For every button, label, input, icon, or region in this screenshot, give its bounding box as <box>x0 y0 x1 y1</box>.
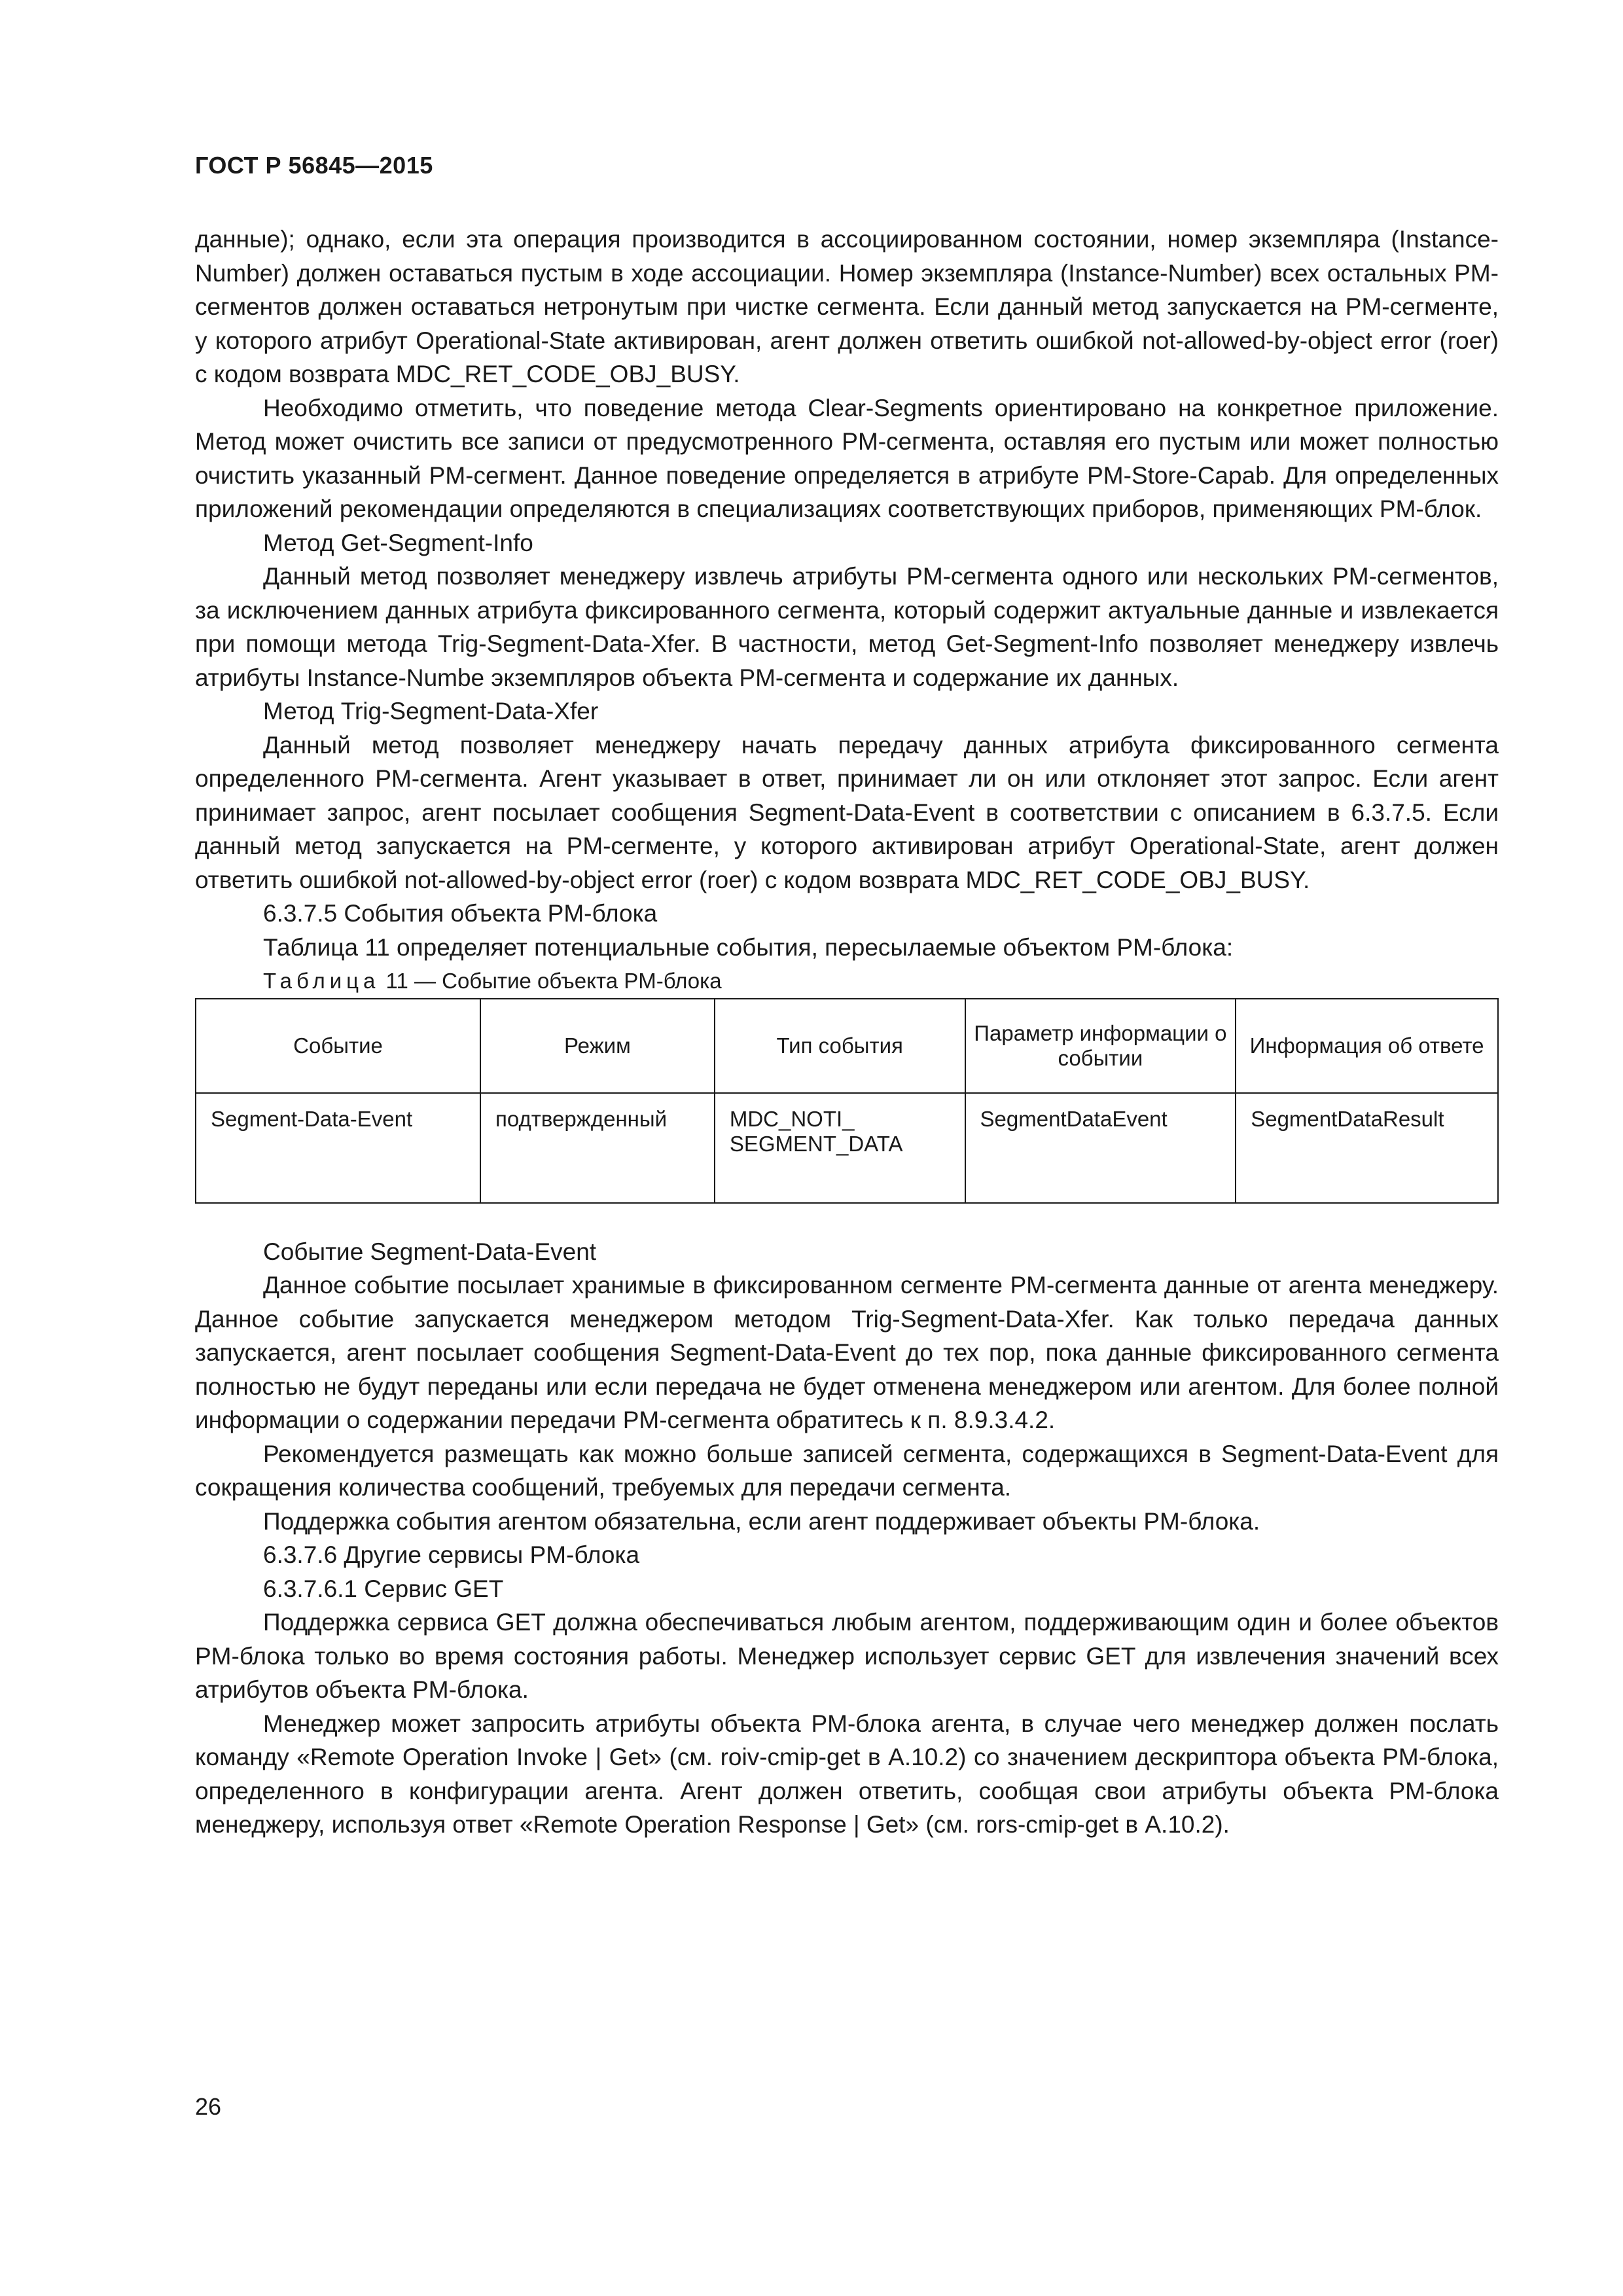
section-heading: 6.3.7.6.1 Сервис GET <box>263 1575 504 1602</box>
table-caption-title: 11 — Событие объекта PM-блока <box>380 969 722 993</box>
events-table <box>195 998 1499 1204</box>
page-number: 26 <box>195 2093 222 2120</box>
table-cell: Segment-Data-Event <box>196 1093 480 1203</box>
table-header-row <box>196 999 1498 1093</box>
table-cell: MDC_NOTI_ SEGMENT_DATA <box>715 1093 965 1203</box>
paragraph: Необходимо отметить, что поведение метода Clear-Segments ориентировано на конкретное приложение. Метод может очистить все записи от предусмотренного PM-сегмента, оставляя его пустым или может полностью очистить указанный PM-сегмент. Данное поведение определяется в атрибуте PM-Store-Capab. Для определенных приложений рекомендации определяются в специализациях соответствующих приборов, применяющих PM-блок. <box>195 394 1499 522</box>
section-heading: 6.3.7.5 События объекта PM-блока <box>263 900 658 927</box>
paragraph: Данное событие посылает хранимые в фиксированном сегменте PM-сегмента данные от агента менеджеру. Данное событие запускается менеджером методом Trig-Segment-Data-Xfer. Как только передача данных запускается, агент посылает сообщения Segment-Data-Event до тех пор, пока данные фиксированного сегмента полностью не будут переданы или если передача не будет отменена менеджером или агентом. Для более полной информации о содержании передачи PM-сегмента обратитесь к п. 8.9.3.4.2. <box>195 1272 1499 1433</box>
method-heading: Метод Get-Segment-Info <box>263 529 533 556</box>
table-header-cell: Информация об ответе <box>1236 999 1498 1093</box>
paragraph: Поддержка сервиса GET должна обеспечиваться любым агентом, поддерживающим один и более объектов PM-блока только во время состояния работы. Менеджер использует сервис GET для извлечения значений всех атрибутов объекта PM-блока. <box>195 1609 1499 1703</box>
paragraph: Таблица 11 определяет потенциальные события, пересылаемые объектом PM-блока: <box>263 933 1234 961</box>
table-header-cell: Параметр информации о событии <box>965 999 1236 1093</box>
table-header-cell: Режим <box>480 999 715 1093</box>
paragraph: данные); однако, если эта операция производится в ассоциированном состоянии, номер экземпляра (Instance-Number) должен оставаться пустым в ходе ассоциации. Номер экземпляра (Instance-Number) всех остальных PM-сегментов должен оставаться нетронутым при чистке сегмента. Если данный метод запускается на PM-сегменте, у которого атрибут Operational-State активирован, агент должен ответить ошибкой not-allowed-by-object error (roer) с кодом возврата MDC_RET_CODE_OBJ_BUSY. <box>195 226 1499 387</box>
table-cell: SegmentDataResult <box>1236 1093 1498 1203</box>
body-text <box>195 223 1499 1842</box>
method-heading: Метод Trig-Segment-Data-Xfer <box>263 698 599 725</box>
paragraph: Менеджер может запросить атрибуты объекта PM-блока агента, в случае чего менеджер должен послать команду «Remote Operation Invoke | Get» (см. roiv-cmip-get в А.10.2) со значением дескриптора объекта PM-блока, определенного в конфигурации агента. Агент должен ответить, сообщая свои атрибуты объекта PM-блока менеджеру, используя ответ «Remote Operation Response | Get» (см. rors-cmip-get в А.10.2). <box>195 1710 1499 1838</box>
paragraph: Данный метод позволяет менеджеру начать передачу данных атрибута фиксированного сегмента определенного PM-сегмента. Агент указывает в ответ, принимает ли он или отклоняет этот запрос. Если агент принимает запрос, агент посылает сообщения Segment-Data-Event в соответствии с описанием в 6.3.7.5. Если данный метод запускается на PM-сегменте, у которого активирован атрибут Operational-State, агент должен ответить ошибкой not-allowed-by-object error (roer) с кодом возврата MDC_RET_CODE_OBJ_BUSY. <box>195 731 1499 893</box>
table-row <box>196 1093 1498 1203</box>
table-cell: SegmentDataEvent <box>965 1093 1236 1203</box>
standard-header: ГОСТ Р 56845—2015 <box>195 152 433 179</box>
paragraph: Данный метод позволяет менеджеру извлечь атрибуты PM-сегмента одного или нескольких PM-сегментов, за исключением данных атрибута фиксированного сегмента, который содержит актуальные данные и извлекается при помощи метода Trig-Segment-Data-Xfer. В частности, метод Get-Segment-Info позволяет менеджеру извлечь атрибуты Instance-Numbe экземпляров объекта PM-сегмента и содержание их данных. <box>195 563 1499 691</box>
table-caption-label: Таблица <box>263 969 380 993</box>
table-cell: подтвержденный <box>480 1093 715 1203</box>
event-heading: Событие Segment-Data-Event <box>263 1238 597 1265</box>
section-heading: 6.3.7.6 Другие сервисы PM-блока <box>263 1541 640 1568</box>
table-header-cell: Событие <box>196 999 480 1093</box>
paragraph: Рекомендуется размещать как можно больше записей сегмента, содержащихся в Segment-Data-Event для сокращения количества сообщений, требуемых для передачи сегмента. <box>195 1440 1499 1501</box>
table-caption <box>195 964 1499 998</box>
paragraph: Поддержка события агентом обязательна, если агент поддерживает объекты PM-блока. <box>263 1507 1260 1535</box>
table-header-cell: Тип события <box>715 999 965 1093</box>
